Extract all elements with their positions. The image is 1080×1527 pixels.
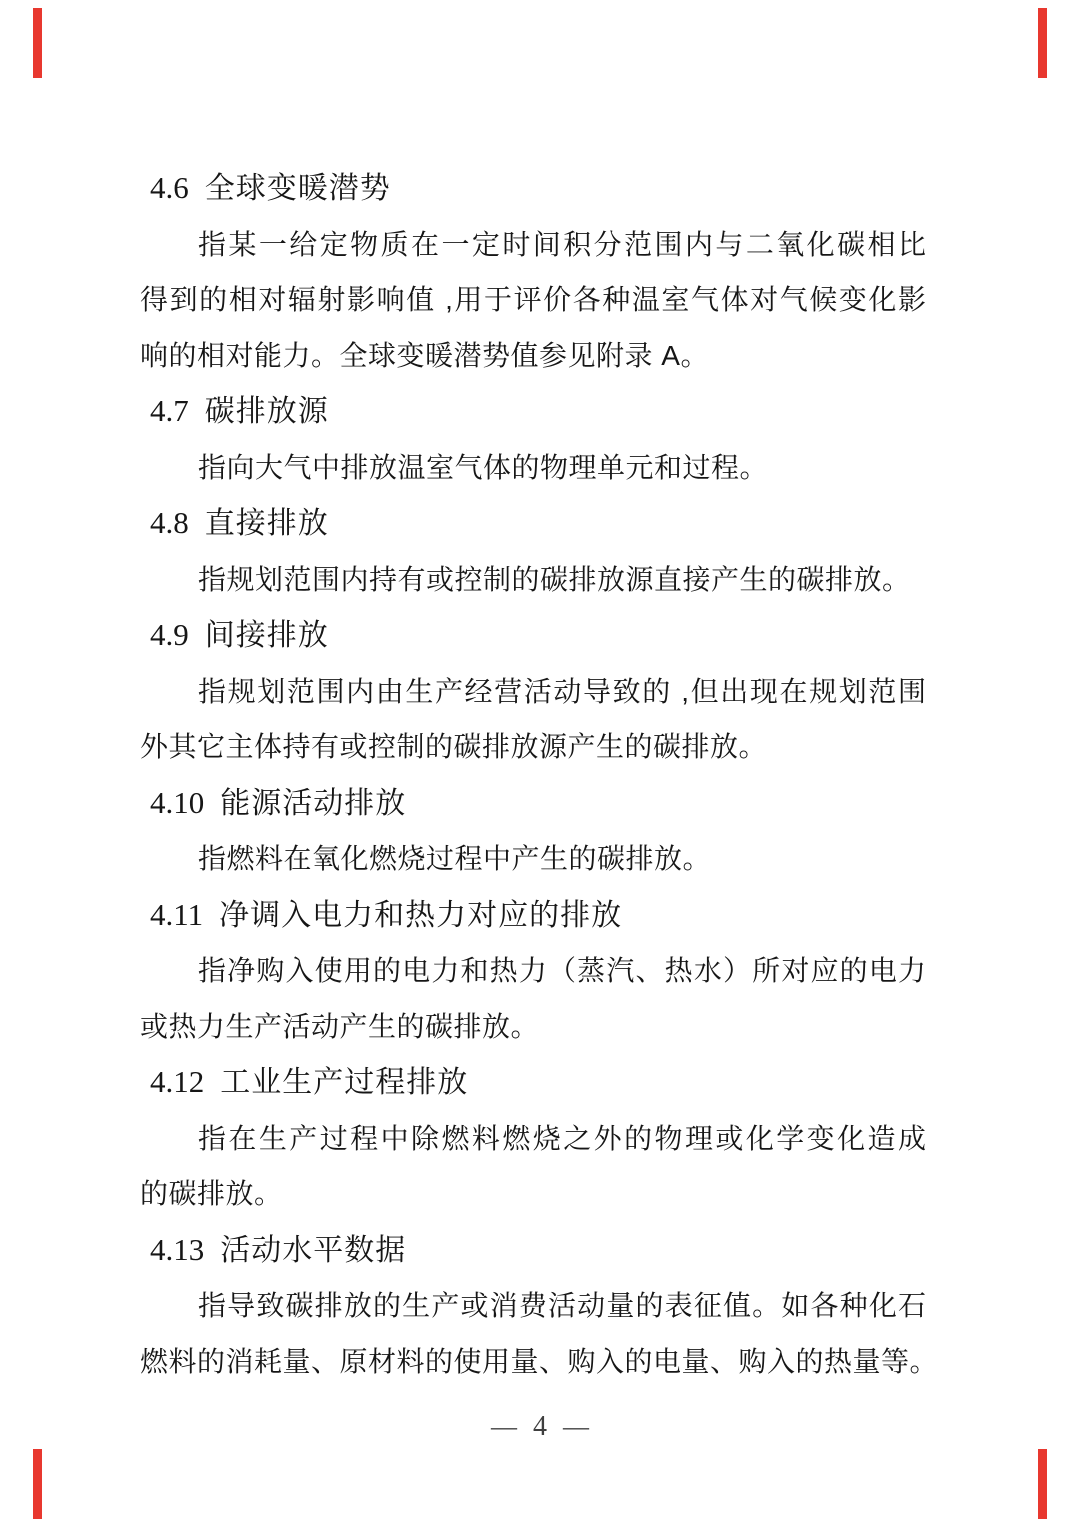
- section-title: 间接排放: [204, 619, 329, 652]
- section-title: 能源活动排放: [220, 786, 407, 820]
- section-number: 4.13: [150, 1231, 205, 1267]
- body-line: 响的相对能力。全球变暖潜势值参见附录 A。: [140, 339, 709, 371]
- body-line: 得到的相对辐射影响值 ,用于评价各种温室气体对气候变化影: [140, 284, 926, 315]
- body-line: 指向大气中排放温室气体的物理单元和过程。: [198, 451, 769, 483]
- body-line: 指导致碳排放的生产或消费活动量的表征值。如各种化石: [198, 1290, 926, 1321]
- body-line: 或热力生产活动产生的碳排放。: [140, 1010, 540, 1042]
- body-line: 指某一给定物质在一定时间积分范围内与二氧化碳相比: [198, 228, 926, 260]
- corner-mark-bottom-left: [33, 1449, 42, 1519]
- section-heading: [140, 607, 926, 664]
- page-body-text: [140, 160, 939, 1389]
- section-title: 工业生产过程排放: [220, 1066, 469, 1099]
- section-number: 4.7: [150, 393, 189, 428]
- corner-mark-top-right: [1038, 8, 1047, 78]
- section-heading: [140, 887, 926, 944]
- section-number: 4.8: [150, 505, 189, 540]
- section-heading: [140, 1222, 926, 1279]
- footer-dash-left: —: [491, 1412, 517, 1441]
- section-title: 活动水平数据: [220, 1233, 407, 1267]
- body-line: 指净购入使用的电力和热力（蒸汽、热水）所对应的电力: [198, 955, 926, 986]
- section-number: 4.12: [150, 1064, 205, 1099]
- section-number: 4.10: [150, 784, 205, 820]
- footer-dash-right: —: [563, 1412, 589, 1441]
- section-number: 4.9: [150, 617, 189, 652]
- page-footer: [0, 1402, 1080, 1452]
- section-title: 碳排放源: [204, 395, 329, 428]
- section-heading: [140, 495, 926, 552]
- page-number: 4: [533, 1411, 547, 1442]
- section-number: 4.11: [150, 896, 204, 932]
- section-title: 直接排放: [204, 507, 329, 540]
- section-heading: [140, 1054, 926, 1111]
- section-heading: [140, 775, 926, 832]
- section-heading: [140, 160, 926, 217]
- body-line: 燃料的消耗量、原材料的使用量、购入的电量、购入的热量等。: [140, 1345, 939, 1377]
- body-line: 指规划范围内由生产经营活动导致的 ,但出现在规划范围: [198, 675, 926, 707]
- corner-mark-bottom-right: [1038, 1449, 1047, 1519]
- body-line: 指在生产过程中除燃料燃烧之外的物理或化学变化造成: [198, 1122, 926, 1154]
- body-line: 指燃料在氧化燃烧过程中产生的碳排放。: [198, 843, 712, 874]
- body-line: 指规划范围内持有或控制的碳排放源直接产生的碳排放。: [198, 563, 911, 595]
- corner-mark-top-left: [33, 8, 42, 78]
- section-title: 全球变暖潜势: [204, 172, 391, 205]
- body-line: 的碳排放。: [140, 1178, 283, 1209]
- body-line: 外其它主体持有或控制的碳排放源产生的碳排放。: [140, 731, 768, 762]
- section-number: 4.6: [150, 170, 189, 205]
- section-heading: [140, 383, 926, 440]
- section-title: 净调入电力和热力对应的排放: [219, 898, 623, 932]
